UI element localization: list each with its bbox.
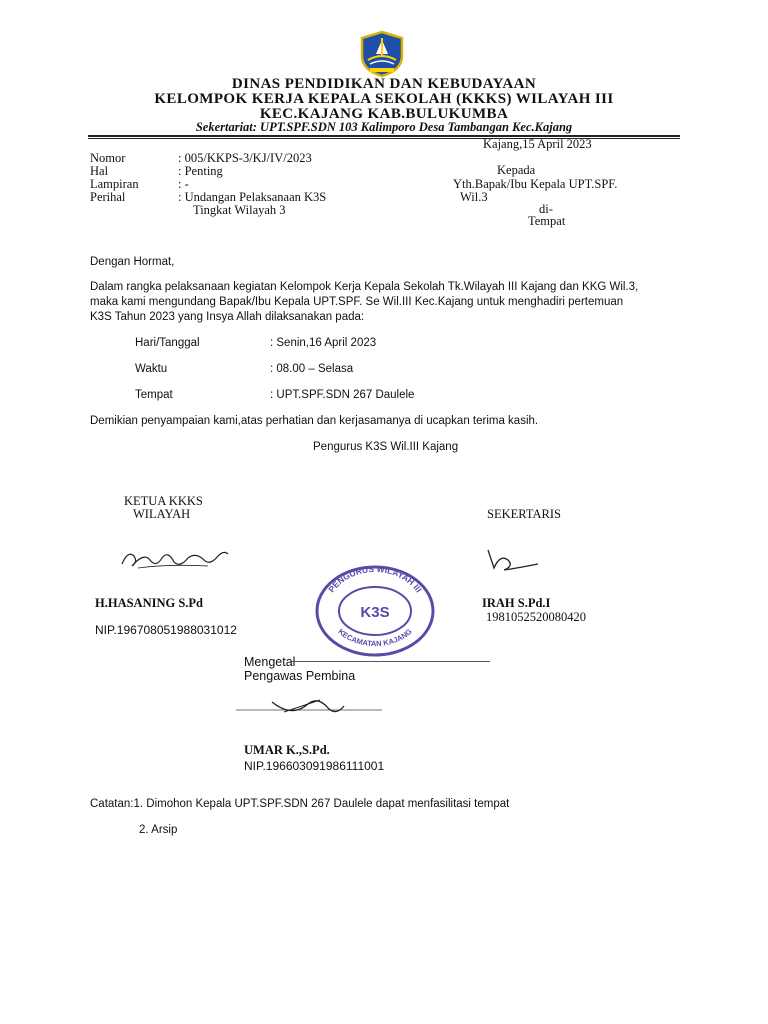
recipient-line1: Yth.Bapak/Ibu Kepala UPT.SPF. (453, 177, 618, 191)
right-signatory-name: IRAH S.Pd.I (482, 596, 551, 610)
intro-line-2: maka kami mengundang Bapak/Ibu Kepala UPT.SPF. Se Wil.III Kec.Kajang untuk menghadiri pertemuan (90, 296, 624, 308)
regency-logo (358, 30, 406, 78)
left-signatory-nip: NIP.196708051988031012 (95, 623, 237, 637)
right-signature (484, 546, 544, 576)
intro-line-3: K3S Tahun 2023 yang Insya Allah dilaksanakan pada: (90, 311, 365, 323)
closing-sentence: Demikian penyampaian kami,atas perhatian dan kerjasamanya di ucapkan terima kasih. (90, 415, 539, 427)
left-title-2: WILAYAH (133, 507, 191, 521)
svg-text:PENGURUS WILAYAH III (326, 564, 424, 594)
pengawas-signature (232, 692, 392, 724)
schedule-value-place: : UPT.SPF.SDN 267 Daulele (270, 389, 415, 401)
meta-label-hal: Hal (90, 164, 109, 178)
meta-value-hal: : Penting (178, 164, 223, 178)
k3s-stamp (305, 562, 445, 660)
stamp-center-text: K3S (360, 604, 390, 621)
recipient-line2: Wil.3 (460, 190, 488, 204)
header-agency: DINAS PENDIDIKAN DAN KEBUDAYAAN (231, 76, 537, 92)
mengetahui-line (290, 661, 490, 662)
meta-perihal-continued: Tingkat Wilayah 3 (193, 203, 286, 217)
pengawas-label: Pengawas Pembina (244, 669, 356, 683)
pengawas-nip: NIP.196603091986111001 (244, 759, 385, 773)
right-signatory-nip: 1981052520080420 (486, 610, 586, 624)
meta-value-perihal: : Undangan Pelaksanaan K3S (178, 190, 327, 204)
left-title-1: KETUA KKKS (124, 494, 203, 508)
meta-label-lampiran: Lampiran (90, 177, 139, 191)
header-secretariat: Sekertariat: UPT.SPF.SDN 103 Kalimporo Desa Tambangan Kec.Kajang (195, 120, 573, 134)
schedule-label-time: Waktu (135, 363, 168, 375)
svg-text:KECAMATAN KAJANG (336, 627, 413, 648)
recipient-di: di- (539, 202, 553, 216)
schedule-value-date: : Senin,16 April 2023 (270, 337, 377, 349)
meta-value-nomor: : 005/KKPS-3/KJ/IV/2023 (178, 151, 312, 165)
notes-line-2: 2. Arsip (139, 824, 178, 836)
intro-line-1: Dalam rangka pelaksanaan kegiatan Kelompok Kerja Kepala Sekolah Tk.Wilayah III Kajang dan KKG Wil.3, (90, 281, 639, 293)
schedule-label-date: Hari/Tanggal (135, 337, 200, 349)
recipient-tempat: Tempat (528, 214, 566, 228)
pengawas-name: UMAR K.,S.Pd. (244, 743, 330, 757)
meta-label-nomor: Nomor (90, 151, 126, 165)
meta-value-lampiran: : - (178, 177, 189, 191)
header-group: KELOMPOK KERJA KEPALA SEKOLAH (KKKS) WILAYAH III (154, 91, 614, 107)
left-signature (118, 544, 233, 574)
schedule-value-time: : 08.00 – Selasa (270, 363, 354, 375)
stamp-top-text: PENGURUS WILAYAH III (326, 563, 424, 595)
right-title: SEKERTARIS (487, 507, 561, 521)
mengetahui-label: Mengetal (244, 655, 296, 669)
stamp-bottom-text: KECAMATAN KAJANG (336, 626, 414, 649)
schedule-label-place: Tempat (135, 389, 173, 401)
header-region: KEC.KAJANG KAB.BULUKUMBA (259, 106, 509, 122)
letter-date: Kajang,15 April 2023 (483, 137, 592, 151)
notes-line-1: Catatan:1. Dimohon Kepala UPT.SPF.SDN 267 Daulele dapat menfasilitasi tempat (90, 798, 510, 810)
meta-label-perihal: Perihal (90, 190, 126, 204)
committee-name: Pengurus K3S Wil.III Kajang (313, 441, 459, 453)
greeting: Dengan Hormat, (90, 256, 175, 268)
left-signatory-name: H.HASANING S.Pd (95, 596, 204, 610)
recipient-kepada: Kepada (497, 163, 536, 177)
